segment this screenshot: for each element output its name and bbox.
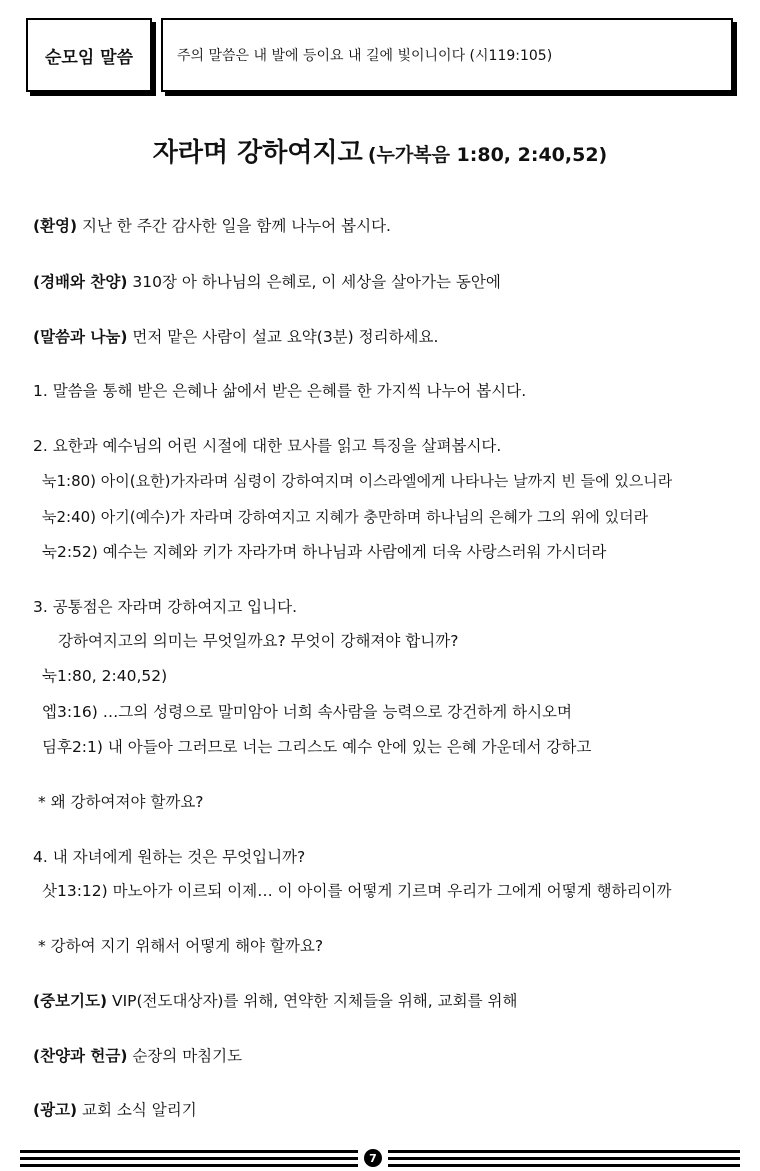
section-label: 순모임 말씀 [44,47,134,68]
question-2: 2. 요한과 예수님의 어린 시절에 대한 묘사를 읽고 특징을 살펴봅시다. [33,437,502,455]
worship-label: (경배와 찬양) [33,273,128,291]
question-1: 1. 말씀을 통해 받은 은혜나 삶에서 받은 은혜를 한 가지씩 나누어 봅시다. [33,382,527,400]
verse-judges-13-12: 삿13:12) 마노아가 이르되 이제… 이 아이를 어떻게 기르며 우리가 그에게 어떻게 행하리이까 [42,882,672,900]
worship-line [33,271,501,293]
page-title [0,132,760,169]
welcome-line [33,215,391,237]
word-text: 먼저 맡은 사람이 설교 요약(3분) 정리하세요. [127,328,439,346]
offering-label: (찬양과 헌금) [33,1047,128,1065]
announcement-text: 교회 소식 알리기 [77,1101,197,1119]
verse-eph-3-16: 엡3:16) …그의 성령으로 말미암아 너희 속사람을 능력으로 강건하게 하시오며 [42,703,572,721]
worship-text: 310장 아 하나님의 은혜로, 이 세상을 살아가는 동안에 [127,273,501,291]
verse-luke-2-52: 눅2:52) 예수는 지혜와 키가 자라가며 하나님과 사람에게 더욱 사랑스러워 가시더라 [42,543,607,561]
verse-box [161,18,733,92]
word-line [33,326,438,348]
verse-luke-1-80: 눅1:80) 아이(요한)가자라며 심령이 강하여지며 이스라엘에게 나타나는 날까지 빈 들에 있으니라 [42,472,673,490]
question-3-sub: 강하여지고의 의미는 무엇일까요? 무엇이 강해져야 합니까? [58,632,459,650]
announcement-label: (광고) [33,1101,78,1119]
verse-ref-luke: 눅1:80, 2:40,52) [42,667,168,685]
verse-2tim-2-1: 딤후2:1) 내 아들아 그러므로 너는 그리스도 예수 안에 있는 은혜 가운데서 강하고 [42,738,592,756]
prayer-text: VIP(전도대상자)를 위해, 연약한 지체들을 위해, 교회를 위해 [107,992,518,1010]
question-3-note: * 왜 강하여져야 할까요? [38,793,204,811]
prayer-label: (중보기도) [33,992,108,1010]
welcome-text: 지난 한 주간 감사한 일을 함께 나누어 봅시다. [77,217,391,235]
question-3: 3. 공통점은 자라며 강하여지고 입니다. [33,598,298,616]
word-label: (말씀과 나눔) [33,328,128,346]
question-4-note: * 강하여 지기 위해서 어떻게 해야 할까요? [38,937,324,955]
offering-text: 순장의 마침기도 [127,1047,243,1065]
verse-luke-2-40: 눅2:40) 아기(예수)가 자라며 강하여지고 지혜가 충만하며 하나님의 은혜가 그의 위에 있더라 [42,508,649,526]
welcome-label: (환영) [33,217,78,235]
section-label-box [26,18,152,92]
title-main: 자라며 강하여지고 [152,138,363,168]
announcement-line [33,1099,197,1121]
prayer-line [33,990,517,1012]
title-reference: (누가복음 1:80, 2:40,52) [367,144,608,166]
question-4: 4. 내 자녀에게 원하는 것은 무엇입니까? [33,848,306,866]
page-number: 7 [364,1149,382,1167]
header-verse: 주의 말씀은 내 발에 등이요 내 길에 빛이니이다 (시119:105) [177,48,553,64]
offering-line [33,1045,242,1067]
